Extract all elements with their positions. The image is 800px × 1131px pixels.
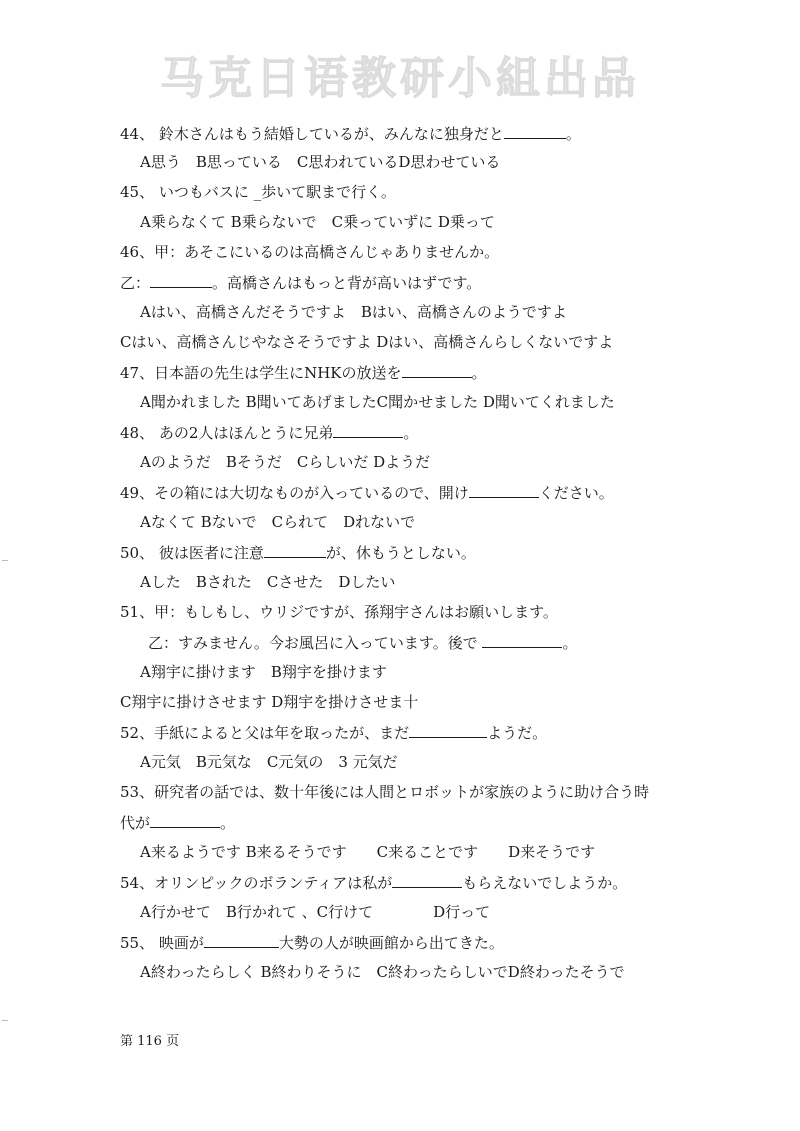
text-line (120, 123, 581, 144)
text-line (120, 812, 235, 833)
line-text: 49、その箱には大切なものが入っているので、開け (120, 484, 469, 502)
line-text: 代が (120, 814, 151, 832)
line-text: 。 (471, 364, 487, 382)
line-text: C翔宇に掛けさせます D翔宇を掛けさせま十 (120, 693, 419, 711)
line-text: Aなくて Bないで Cられて Dれないで (140, 513, 416, 531)
text-line (140, 902, 490, 922)
text-line (140, 302, 567, 322)
answer-blank (504, 123, 566, 139)
line-text: Aした Bされた Cさせた Dしたい (140, 573, 396, 591)
text-line (140, 392, 615, 412)
text-line (120, 332, 613, 352)
line-text: A思う B思っている C思われているD思わせている (140, 153, 501, 171)
text-line (120, 932, 504, 953)
line-text: Cはい、高橋さんじやなさそうですよ Dはい、高橋さんらしくないですよ (120, 333, 614, 351)
edge-mark (2, 560, 8, 561)
line-text: 。高橋さんはもっと背が高いはずです。 (212, 274, 482, 292)
text-line (120, 782, 649, 802)
answer-blank (150, 812, 220, 828)
page-number: 第 116 页 (120, 1034, 180, 1049)
line-text: A翔宇に掛けます B翔宇を掛けます (140, 663, 387, 681)
line-text: Aのようだ Bそうだ Cらしいだ Dようだ (140, 453, 431, 471)
line-text: A元気 B元気な C元気の 3 元気だ (140, 753, 398, 771)
line-text: 55、 映画が (120, 934, 204, 952)
text-line (140, 962, 625, 982)
line-text: 乙： (120, 274, 151, 292)
text-line (140, 212, 495, 232)
answer-blank (482, 632, 562, 648)
line-text: 47、日本語の先生は学生にNHKの放送を (120, 364, 402, 382)
line-text: A行かせて B行かれて 、C行けて D行って (140, 903, 491, 921)
answer-blank (333, 422, 403, 438)
line-text: ようだ。 (487, 724, 548, 742)
text-line (140, 452, 430, 472)
line-text: 大勢の人が映画館から出てきた。 (278, 934, 504, 952)
line-text: 。 (562, 634, 578, 652)
line-text: 44、 鈴木さんはもう結婚しているが、みんなに独身だと (120, 125, 504, 143)
text-line (148, 632, 578, 653)
line-text: Aはい、高橋さんだそうですよ Bはい、高橋さんのようですよ (140, 303, 567, 321)
text-line (120, 482, 614, 503)
line-text: 46、甲：あそこにいるのは高橋さんじゃありませんか。 (120, 243, 500, 261)
text-line (120, 362, 487, 383)
answer-blank (204, 932, 279, 948)
line-text: A聞かれました B聞いてあげましたC聞かせました D聞いてくれました (140, 393, 615, 411)
line-text: A乗らなくて B乗らないで C乗っていずに D乗って (140, 213, 495, 231)
text-line (120, 692, 418, 712)
answer-blank (150, 272, 212, 288)
line-text: 45、 いつもバスに _歩いて駅まで行く。 (120, 183, 396, 201)
edge-mark (2, 1020, 8, 1021)
text-line (120, 182, 396, 202)
line-text: 52、手紙によると父は年を取ったが、まだ (120, 724, 410, 742)
line-text: 50、 彼は医者に注意 (120, 544, 264, 562)
line-text: 53、研究者の話では、数十年後には人間とロボットが家族のように助け合う時 (120, 783, 650, 801)
answer-blank (469, 482, 539, 498)
line-text: A終わったらしく B終わりそうに C終わったらしいでD終わったそうで (140, 963, 625, 981)
text-line (120, 602, 558, 622)
text-line (140, 752, 398, 772)
line-text: 。 (403, 424, 419, 442)
answer-blank (392, 872, 462, 888)
text-line (120, 542, 476, 563)
answer-blank (409, 722, 487, 738)
line-text: 乙：すみません。今お風呂に入っています。後で (148, 634, 483, 652)
text-line (120, 272, 481, 293)
text-line (120, 722, 547, 743)
text-line (120, 242, 499, 262)
text-line (140, 572, 395, 592)
line-text: 51、甲：もしもし、ウリジですが、孫翔宇さんはお願いします。 (120, 603, 558, 621)
text-line (140, 512, 415, 532)
line-text: 48、 あの2人はほんとうに兄弟 (120, 424, 334, 442)
watermark: 马克日语教研小組出品 (160, 53, 640, 104)
text-line (120, 422, 418, 443)
line-text: ください。 (538, 484, 614, 502)
line-text: A来るようです B来るそうです C来ることです D来そうです (140, 843, 596, 861)
text-line (120, 872, 627, 893)
line-text: 。 (565, 125, 581, 143)
line-text: が、休もうとしない。 (325, 544, 476, 562)
text-line (140, 662, 387, 682)
text-line (140, 152, 500, 172)
line-text: 54、オリンピックのボランティアは私が (120, 874, 393, 892)
answer-blank (264, 542, 326, 558)
line-text: 。 (220, 814, 236, 832)
text-line (140, 842, 595, 862)
answer-blank (402, 362, 472, 378)
line-text: もらえないでしようか。 (462, 874, 628, 892)
